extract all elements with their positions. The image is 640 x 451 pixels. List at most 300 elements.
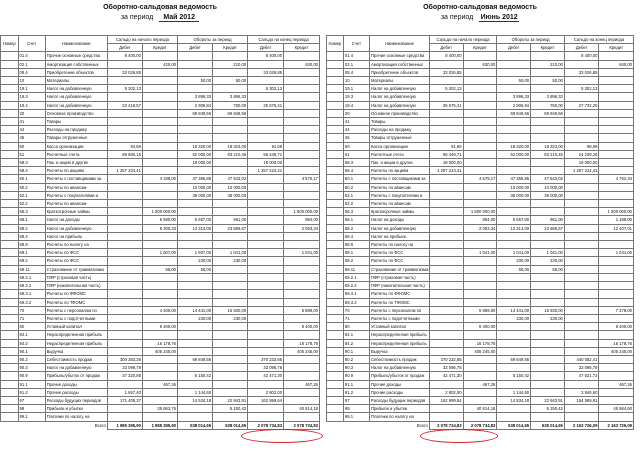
amount-cell (248, 257, 284, 265)
amount-cell (284, 118, 320, 126)
amount-cell: 3 896,33 (497, 93, 531, 101)
amount-cell (142, 355, 177, 363)
amount-cell (213, 380, 248, 388)
amount-cell (213, 331, 248, 339)
amount-cell: 47 355,85 (497, 175, 531, 183)
account-row (327, 118, 634, 126)
row-number (1, 191, 19, 199)
account-code: 91.2 (343, 388, 369, 396)
amount-cell (564, 331, 599, 339)
amount-cell (248, 175, 284, 183)
account-code: 90.1 (18, 347, 45, 355)
account-row (327, 101, 634, 109)
amount-cell: 440 082,41 (564, 355, 599, 363)
amount-cell (429, 224, 463, 232)
account-name: Себестоимость продаж (369, 355, 429, 363)
account-name: Прочие основные средства (369, 52, 429, 60)
amount-cell: 230,00 (213, 314, 248, 322)
amount-cell (107, 134, 142, 142)
amount-cell (284, 126, 320, 134)
amount-cell: 1 607,00 (142, 249, 177, 257)
amount-cell (463, 372, 497, 380)
account-name: Расчеты с покупателями и (369, 191, 429, 199)
amount-cell (564, 298, 599, 306)
amount-cell (142, 101, 177, 109)
amount-cell (107, 118, 142, 126)
account-code: 02.1 (343, 60, 369, 68)
account-name: Нераспределенная прибыль (369, 339, 429, 347)
amount-cell (142, 200, 177, 208)
amount-cell (531, 372, 565, 380)
amount-cell (531, 208, 565, 216)
amount-cell: 405 245,00 (142, 347, 177, 355)
row-number (327, 126, 344, 134)
amount-cell: 8 400,00 (248, 52, 284, 60)
amount-cell: 55 449,71 (248, 150, 284, 158)
amount-cell (564, 290, 599, 298)
account-code: 60.2 (343, 183, 369, 191)
row-number (1, 249, 19, 257)
amount-cell: 8 400,00 (429, 52, 463, 60)
amount-cell (284, 265, 320, 273)
account-name: Основное производство (369, 109, 429, 117)
row-number (327, 273, 344, 281)
account-row (1, 183, 320, 191)
amount-cell: 5 889,00 (463, 306, 497, 314)
amount-cell (178, 232, 213, 240)
row-number (1, 241, 19, 249)
account-name: Расчеты по авансам (369, 200, 429, 208)
account-name: Расходы на продажу (45, 126, 107, 134)
amount-cell (248, 265, 284, 273)
account-code: 58.4 (18, 167, 45, 175)
amount-cell (599, 68, 634, 76)
amount-cell (463, 126, 497, 134)
row-number (327, 405, 344, 413)
account-code: 68.1 (18, 216, 45, 224)
account-row (1, 314, 320, 322)
account-row (1, 355, 320, 363)
row-number (1, 331, 19, 339)
amount-cell (599, 265, 634, 273)
amount-cell: 50,00 (213, 77, 248, 85)
amount-cell (178, 347, 213, 355)
amount-cell: 69 849,56 (531, 109, 565, 117)
amount-cell (142, 396, 177, 404)
account-name: Прибыль/убыток от продаж (45, 372, 107, 380)
amount-cell (599, 241, 634, 249)
account-row (327, 323, 634, 331)
row-number (327, 224, 344, 232)
amount-cell (599, 364, 634, 372)
amount-cell: 8 300,33 (142, 224, 177, 232)
amount-cell: 3 896,33 (213, 93, 248, 101)
amount-cell (284, 150, 320, 158)
row-number (1, 200, 19, 208)
header-credit: Кредит (531, 44, 565, 52)
amount-cell (564, 257, 599, 265)
amount-cell: 4 575,17 (463, 175, 497, 183)
amount-cell (429, 232, 463, 240)
row-number (1, 142, 19, 150)
row-number (327, 167, 344, 175)
account-row (327, 396, 634, 404)
row-number (327, 159, 344, 167)
amount-cell (599, 388, 634, 396)
amount-cell: 27 732,25 (564, 101, 599, 109)
header-turn: Обороты за период (178, 36, 248, 44)
account-name: Расчеты по авансам (45, 200, 107, 208)
amount-cell (531, 159, 565, 167)
amount-cell (463, 142, 497, 150)
amount-cell (429, 77, 463, 85)
account-row (1, 93, 320, 101)
amount-cell (429, 134, 463, 142)
account-name: Товары отгруженные (45, 134, 107, 142)
account-name: Налог на прибыль (45, 232, 107, 240)
amount-cell (248, 241, 284, 249)
total-amount: 1 985 395,90 (107, 421, 142, 429)
amount-cell (463, 388, 497, 396)
amount-cell: 2 053,34 (463, 224, 497, 232)
amount-cell (497, 347, 531, 355)
amount-cell: 1 257 224,41 (429, 167, 463, 175)
row-number (327, 175, 344, 183)
amount-cell (107, 405, 142, 413)
amount-cell: 5 302,13 (429, 85, 463, 93)
amount-cell (248, 191, 284, 199)
account-code: 80 (343, 323, 369, 331)
amount-cell (178, 323, 213, 331)
row-number (327, 241, 344, 249)
account-row (1, 224, 320, 232)
amount-cell (178, 405, 213, 413)
amount-cell (463, 241, 497, 249)
account-name: Уставный капитал (369, 323, 429, 331)
account-name: Товары (45, 118, 107, 126)
account-name: Налог на добавленную (369, 93, 429, 101)
account-code: 19.4 (18, 101, 45, 109)
amount-cell (531, 52, 565, 60)
amount-cell: 52 000,00 (178, 150, 213, 158)
account-row (1, 85, 320, 93)
account-row (1, 232, 320, 240)
amount-cell: 18 320,00 (497, 142, 531, 150)
account-row (327, 273, 634, 281)
total-amount: 538 014,65 (178, 421, 213, 429)
account-row (327, 306, 634, 314)
row-number (1, 118, 19, 126)
account-code: 69.2.2 (343, 282, 369, 290)
row-number (327, 413, 344, 421)
amount-cell (531, 273, 565, 281)
account-name: Касса организации (45, 142, 107, 150)
total-amount: 538 014,65 (497, 421, 531, 429)
account-row (1, 68, 320, 76)
row-number (327, 216, 344, 224)
account-code: 01.4 (343, 52, 369, 60)
amount-cell (213, 273, 248, 281)
account-name: Расчеты по ФСС (369, 249, 429, 257)
account-row (1, 109, 320, 117)
amount-cell (497, 126, 531, 134)
row-number (1, 388, 19, 396)
amount-cell: 8 400,00 (107, 52, 142, 60)
amount-cell: 10 000,00 (497, 183, 531, 191)
amount-cell (248, 347, 284, 355)
amount-cell (248, 208, 284, 216)
amount-cell (142, 118, 177, 126)
account-name: Расчеты по ТФОМС (45, 298, 107, 306)
account-code: 50 (18, 142, 45, 150)
amount-cell (107, 347, 142, 355)
account-name: Материалы (45, 77, 107, 85)
account-code: 68.4 (18, 232, 45, 240)
amount-cell (107, 77, 142, 85)
amount-cell (463, 183, 497, 191)
account-row (327, 159, 634, 167)
header-nomer: Номер (1, 36, 19, 52)
amount-cell: 56,00 (497, 265, 531, 273)
amount-cell (564, 183, 599, 191)
account-code: 90.2 (343, 355, 369, 363)
amount-cell (463, 52, 497, 60)
amount-cell: 83 210,45 (213, 150, 248, 158)
account-code: 08.4 (343, 68, 369, 76)
amount-cell (248, 323, 284, 331)
row-number (327, 355, 344, 363)
amount-cell (107, 306, 142, 314)
amount-cell: 8 400,00 (142, 323, 177, 331)
amount-cell (497, 290, 531, 298)
amount-cell: 10 000,00 (531, 183, 565, 191)
amount-cell: 1 041,00 (531, 249, 565, 257)
row-number (1, 232, 19, 240)
row-number (327, 183, 344, 191)
header-naimenovanie: Наименование (45, 36, 107, 52)
account-name: ПФР (накопительная часть) (45, 282, 107, 290)
amount-cell (599, 134, 634, 142)
amount-cell: 38 000,00 (497, 191, 531, 199)
amount-cell (463, 355, 497, 363)
amount-cell (107, 159, 142, 167)
amount-cell: 33 096,78 (248, 364, 284, 372)
amount-cell (564, 282, 599, 290)
amount-cell (429, 290, 463, 298)
amount-cell (284, 109, 320, 117)
account-name: Налог на прибыль (369, 232, 429, 240)
amount-cell (213, 282, 248, 290)
amount-cell (213, 265, 248, 273)
account-code: 19.3 (18, 93, 45, 101)
amount-cell: 5 302,13 (564, 85, 599, 93)
account-name: Нераспределенная прибыль (369, 331, 429, 339)
account-code: 20 (18, 109, 45, 117)
amount-cell: 23 666,67 (213, 224, 248, 232)
amount-cell: 5 150,42 (178, 372, 213, 380)
amount-cell (497, 241, 531, 249)
amount-cell: 15 930,00 (213, 306, 248, 314)
account-name: ПФР (страховая часть) (369, 273, 429, 281)
row-number (1, 355, 19, 363)
row-number (327, 134, 344, 142)
amount-cell (531, 134, 565, 142)
account-code: 01.4 (18, 52, 45, 60)
row-number (1, 93, 19, 101)
account-row (1, 388, 320, 396)
account-code: 68.4 (343, 232, 369, 240)
amount-cell: 961,00 (531, 216, 565, 224)
amount-cell (429, 265, 463, 273)
amount-cell (107, 191, 142, 199)
amount-cell: 230,00 (531, 257, 565, 265)
row-number (327, 60, 344, 68)
amount-cell (429, 323, 463, 331)
header-credit: Кредит (599, 44, 634, 52)
account-code: 91.1 (18, 380, 45, 388)
account-row (1, 167, 320, 175)
amount-cell (564, 175, 599, 183)
turnover-balance-table (0, 35, 320, 430)
account-name: Прочие доходы (369, 380, 429, 388)
account-name: Расчеты по акциям (369, 167, 429, 175)
row-number (1, 216, 19, 224)
account-row (1, 298, 320, 306)
amount-cell (599, 101, 634, 109)
amount-cell (213, 298, 248, 306)
amount-cell: 91,68 (429, 142, 463, 150)
amount-cell (142, 183, 177, 191)
amount-cell (497, 339, 531, 347)
row-number (1, 257, 19, 265)
account-row (1, 216, 320, 224)
amount-cell: 18 323,00 (531, 142, 565, 150)
account-name: Товары (369, 118, 429, 126)
amount-cell (429, 118, 463, 126)
row-number (1, 282, 19, 290)
amount-cell (107, 208, 142, 216)
amount-cell (178, 52, 213, 60)
account-row (1, 413, 320, 421)
amount-cell (284, 85, 320, 93)
amount-cell (213, 413, 248, 421)
amount-cell (497, 60, 531, 68)
amount-cell: 1 144,60 (497, 388, 531, 396)
amount-cell (429, 413, 463, 421)
amount-cell: 47 355,85 (178, 175, 213, 183)
amount-cell (178, 282, 213, 290)
account-code: 90.2 (18, 355, 45, 363)
amount-cell: 2 802,00 (429, 388, 463, 396)
account-row (327, 405, 634, 413)
totals-label: Всего (94, 422, 106, 428)
account-row (1, 175, 320, 183)
account-code: 69.2.1 (18, 273, 45, 281)
amount-cell (142, 298, 177, 306)
amount-cell: 3 896,33 (178, 93, 213, 101)
account-code: 99.1 (343, 413, 369, 421)
amount-cell (142, 77, 177, 85)
account-row (327, 175, 634, 183)
amount-cell (429, 331, 463, 339)
highlight-oval-opening-totals (420, 429, 498, 443)
account-code: 45 (343, 134, 369, 142)
amount-cell (248, 298, 284, 306)
account-code: 69.11 (18, 265, 45, 273)
amount-cell (564, 191, 599, 199)
amount-cell (599, 257, 634, 265)
account-row (327, 93, 634, 101)
account-row (1, 339, 320, 347)
amount-cell (531, 364, 565, 372)
period-label: за период (120, 14, 154, 21)
amount-cell: 467,26 (599, 380, 634, 388)
header-credit: Кредит (213, 44, 248, 52)
account-name: Основное производство (45, 109, 107, 117)
amount-cell (213, 364, 248, 372)
row-number (327, 380, 344, 388)
amount-cell: 1 041,00 (599, 249, 634, 257)
amount-cell (599, 232, 634, 240)
amount-cell: 50,00 (531, 77, 565, 85)
account-name: Нераспределенная прибыль (45, 331, 107, 339)
account-code: 60.1 (18, 175, 45, 183)
amount-cell (142, 331, 177, 339)
amount-cell: 2 053,34 (284, 224, 320, 232)
account-row (327, 249, 634, 257)
amount-cell: 467,26 (142, 380, 177, 388)
amount-cell: 14 534,18 (178, 396, 213, 404)
account-row (1, 150, 320, 158)
row-number (1, 265, 19, 273)
amount-cell: 22 943,91 (213, 396, 248, 404)
account-code: 19.4 (343, 101, 369, 109)
amount-cell: 5 150,42 (497, 372, 531, 380)
amount-cell (531, 118, 565, 126)
account-row (327, 134, 634, 142)
amount-cell (248, 126, 284, 134)
amount-cell (497, 52, 531, 60)
amount-cell: 25 575,41 (429, 101, 463, 109)
header-end: Сальдо на конец периода (248, 36, 320, 44)
total-amount: 2 163 726,09 (599, 421, 634, 429)
account-name: Прибыль/убыток от продаж (369, 372, 429, 380)
row-number (1, 224, 19, 232)
amount-cell: 33 096,78 (429, 364, 463, 372)
account-code: 60.2 (18, 183, 45, 191)
account-code: 90.3 (18, 364, 45, 372)
account-row (327, 60, 634, 68)
account-code: 45 (18, 134, 45, 142)
account-code: 62.1 (343, 191, 369, 199)
amount-cell (284, 355, 320, 363)
amount-cell (142, 257, 177, 265)
amount-cell (463, 257, 497, 265)
row-number (327, 150, 344, 158)
row-number (1, 396, 19, 404)
amount-cell (248, 380, 284, 388)
amount-cell (564, 405, 599, 413)
amount-cell: 750,00 (531, 101, 565, 109)
amount-cell (531, 355, 565, 363)
account-name: Налог на доходы (45, 216, 107, 224)
amount-cell: 18 000,00 (429, 159, 463, 167)
account-name: Расчеты по ТФОМС (369, 298, 429, 306)
account-row (327, 224, 634, 232)
row-number (327, 364, 344, 372)
account-row (327, 183, 634, 191)
account-row (1, 306, 320, 314)
